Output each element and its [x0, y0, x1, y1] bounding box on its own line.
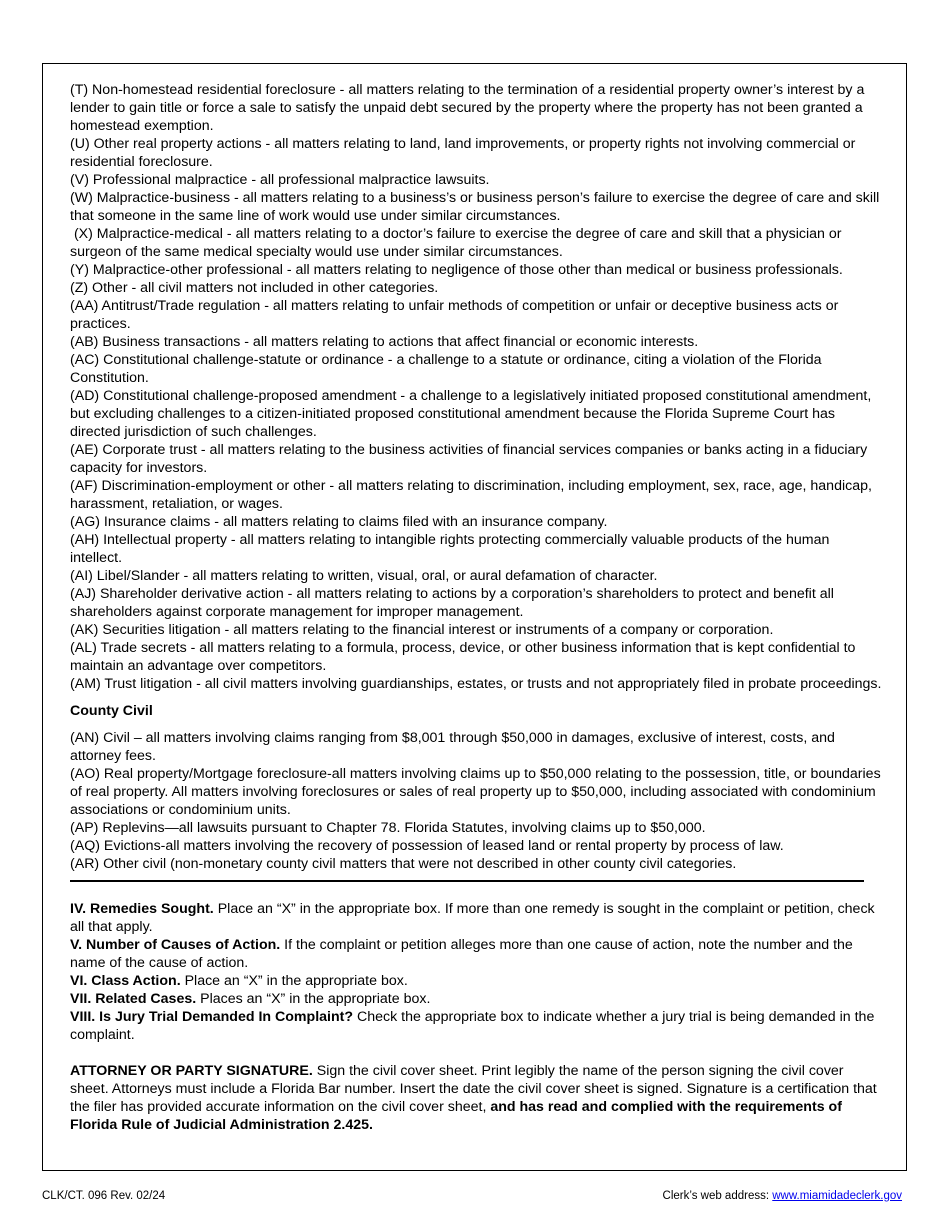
- web-address-label: Clerk’s web address:: [662, 1190, 773, 1202]
- category-item: (AP) Replevins—all lawsuits pursuant to Chapter 78. Florida Statutes, involving claims up to $50,000.: [70, 820, 706, 836]
- section-text: Place an “X” in the appropriate box. If more than one remedy is sought in the complaint or petition, check all that apply.: [70, 901, 875, 935]
- section-text: Places an “X” in the appropriate box.: [196, 991, 431, 1007]
- category-item: (T) Non-homestead residential foreclosure - all matters relating to the termination of a residential property owner’s interest by a lender to gain title or force a sale to satisfy the unpaid debt secured by the property where the property has not been granted a homestead exemption.: [70, 82, 869, 134]
- category-item: (Z) Other - all civil matters not included in other categories.: [70, 280, 439, 296]
- signature-text: Sign the civil cover sheet. Print legibly the name of the person signing the civil cover sheet. Attorneys must include a Florida Bar number. Insert the date the civil cover sheet is signed. Signature is a certification that the filer has provided accurate information on the civil cover sheet,: [70, 1063, 877, 1115]
- clerk-web-address: [663, 1190, 902, 1202]
- category-item: (AF) Discrimination-employment or other - all matters relating to discrimination, including employment, sex, race, age, handicap, harassment, retaliation, or wages.: [70, 478, 876, 512]
- category-item: (AC) Constitutional challenge-statute or ordinance - a challenge to a statute or ordinance, citing a violation of the Florida Constitution.: [70, 352, 826, 386]
- instructions-content: [70, 81, 885, 1134]
- category-item: (U) Other real property actions - all matters relating to land, land improvements, or property rights not involving commercial or residential foreclosure.: [70, 136, 860, 170]
- signature-instructions: [70, 1062, 885, 1134]
- instruction-sections: [70, 900, 885, 1044]
- category-item: (AQ) Evictions-all matters involving the recovery of possession of leased land or rental property by process of law.: [70, 838, 784, 854]
- category-item: (AL) Trade secrets - all matters relating to a formula, process, device, or other business information that is kept confidential to maintain an advantage over competitors.: [70, 640, 860, 674]
- section-text: Place an “X” in the appropriate box.: [180, 973, 408, 989]
- category-item: (V) Professional malpractice - all professional malpractice lawsuits.: [70, 172, 490, 188]
- category-item: (AB) Business transactions - all matters relating to actions that affect financial or economic interests.: [70, 334, 699, 350]
- category-item: (AA) Antitrust/Trade regulation - all matters relating to unfair methods of competition or unfair or deceptive business acts or practices.: [70, 298, 843, 332]
- category-item: (AK) Securities litigation - all matters relating to the financial interest or instruments of a company or corporation.: [70, 622, 774, 638]
- category-item: (AO) Real property/Mortgage foreclosure-all matters involving claims up to $50,000 relating to the possession, title, or boundaries of real property. All matters involving foreclosures or sales of real property up to $50,000, including associated with condominium associations or condominium units.: [70, 766, 885, 818]
- category-item: (AI) Libel/Slander - all matters relating to written, visual, oral, or aural defamation of character.: [70, 568, 658, 584]
- clerk-website-link[interactable]: www.miamidadeclerk.gov: [772, 1190, 902, 1202]
- instruction-section: [70, 972, 885, 990]
- section-label: VI. Class Action.: [70, 973, 181, 989]
- category-item: (X) Malpractice-medical - all matters relating to a doctor’s failure to exercise the degree of care and skill that a physician or surgeon of the same medical specialty would use under similar circumstances.: [70, 226, 846, 260]
- category-item: (AE) Corporate trust - all matters relating to the business activities of financial services companies or banks acting in a fiduciary capacity for investors.: [70, 442, 872, 476]
- instruction-section: [70, 936, 885, 972]
- signature-bold-tail: and has read and complied with the requirements of Florida Rule of Judicial Administration 2.425.: [70, 1099, 842, 1133]
- section-label: V. Number of Causes of Action.: [70, 937, 281, 953]
- document-frame: [42, 63, 907, 1171]
- section-label: VII. Related Cases.: [70, 991, 197, 1007]
- county-civil-list: [70, 729, 885, 873]
- signature-label: ATTORNEY OR PARTY SIGNATURE.: [70, 1063, 313, 1079]
- section-label: IV. Remedies Sought.: [70, 901, 214, 917]
- category-item: (AH) Intellectual property - all matters relating to intangible rights protecting commercially valuable products of the human intellect.: [70, 532, 834, 566]
- county-civil-heading: County Civil: [70, 703, 153, 719]
- category-item: (AG) Insurance claims - all matters relating to claims filed with an insurance company.: [70, 514, 608, 530]
- category-item: (Y) Malpractice-other professional - all matters relating to negligence of those other than medical or business professionals.: [70, 262, 843, 278]
- instruction-section: [70, 1008, 885, 1044]
- category-item: (AJ) Shareholder derivative action - all matters relating to actions by a corporation’s shareholders to protect and benefit all shareholders against corporate management for improper management.: [70, 586, 838, 620]
- category-item: (AD) Constitutional challenge-proposed amendment - a challenge to a legislatively initiated proposed constitutional amendment, but excluding challenges to a citizen-initiated proposed constitutional amendment because the Florida Supreme Court has directed jurisdiction of such challenges.: [70, 388, 876, 440]
- instruction-section: [70, 990, 885, 1008]
- section-text: If the complaint or petition alleges more than one cause of action, note the number and the name of the cause of action.: [70, 937, 853, 971]
- category-item: (AR) Other civil (non-monetary county civil matters that were not described in other county civil categories.: [70, 856, 737, 872]
- category-item: (AM) Trust litigation - all civil matters involving guardianships, estates, or trusts and not appropriately filed in probate proceedings.: [70, 676, 882, 692]
- section-label: VIII. Is Jury Trial Demanded In Complaint?: [70, 1009, 354, 1025]
- category-item: (W) Malpractice-business - all matters relating to a business’s or business person’s failure to exercise the degree of care and skill that someone in the same line of work would use under similar circumstances.: [70, 190, 884, 224]
- form-id: CLK/CT. 096 Rev. 02/24: [42, 1190, 166, 1202]
- section-text: Check the appropriate box to indicate whether a jury trial is being demanded in the complaint.: [70, 1009, 875, 1043]
- instruction-section: [70, 900, 885, 936]
- civil-category-list: [70, 81, 885, 693]
- category-item: (AN) Civil – all matters involving claims ranging from $8,001 through $50,000 in damages, exclusive of interest, costs, and attorney fees.: [70, 730, 839, 764]
